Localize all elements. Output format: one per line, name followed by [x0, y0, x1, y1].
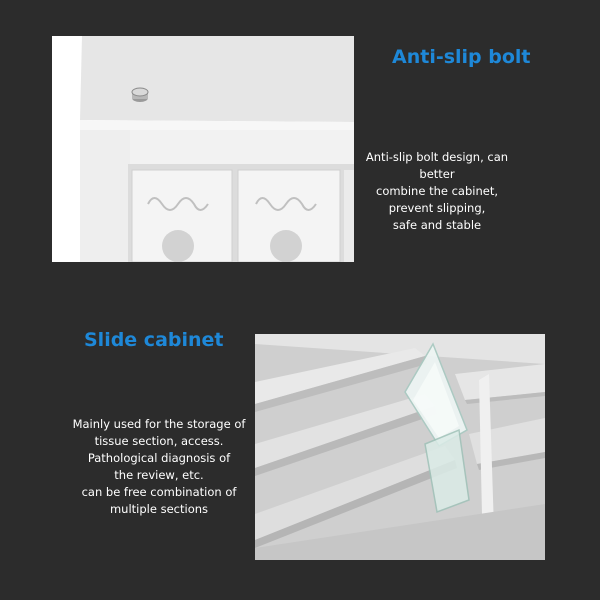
description-line: safe and stable — [392, 218, 482, 232]
slide-cabinet-title: Slide cabinet — [84, 329, 224, 351]
description-line: Pathological diagnosis of — [87, 451, 231, 465]
description-line: multiple sections — [109, 502, 209, 516]
description-line: prevent slipping, — [388, 201, 486, 215]
anti-slip-bolt-title: Anti-slip bolt — [392, 46, 531, 68]
cabinet-bolt-image — [52, 36, 354, 262]
description-line: combine the cabinet, — [376, 184, 498, 198]
description-line: can be free combination of — [81, 485, 237, 499]
description-line: Mainly used for the storage of — [72, 417, 246, 431]
slide-cabinet-image — [255, 334, 545, 560]
anti-slip-bolt-description — [352, 149, 522, 234]
slide-cabinet-description — [66, 416, 252, 518]
description-line: the review, etc. — [114, 468, 204, 482]
description-line: Anti-slip bolt design, can better — [365, 150, 509, 181]
description-line: tissue section, access. — [94, 434, 224, 448]
